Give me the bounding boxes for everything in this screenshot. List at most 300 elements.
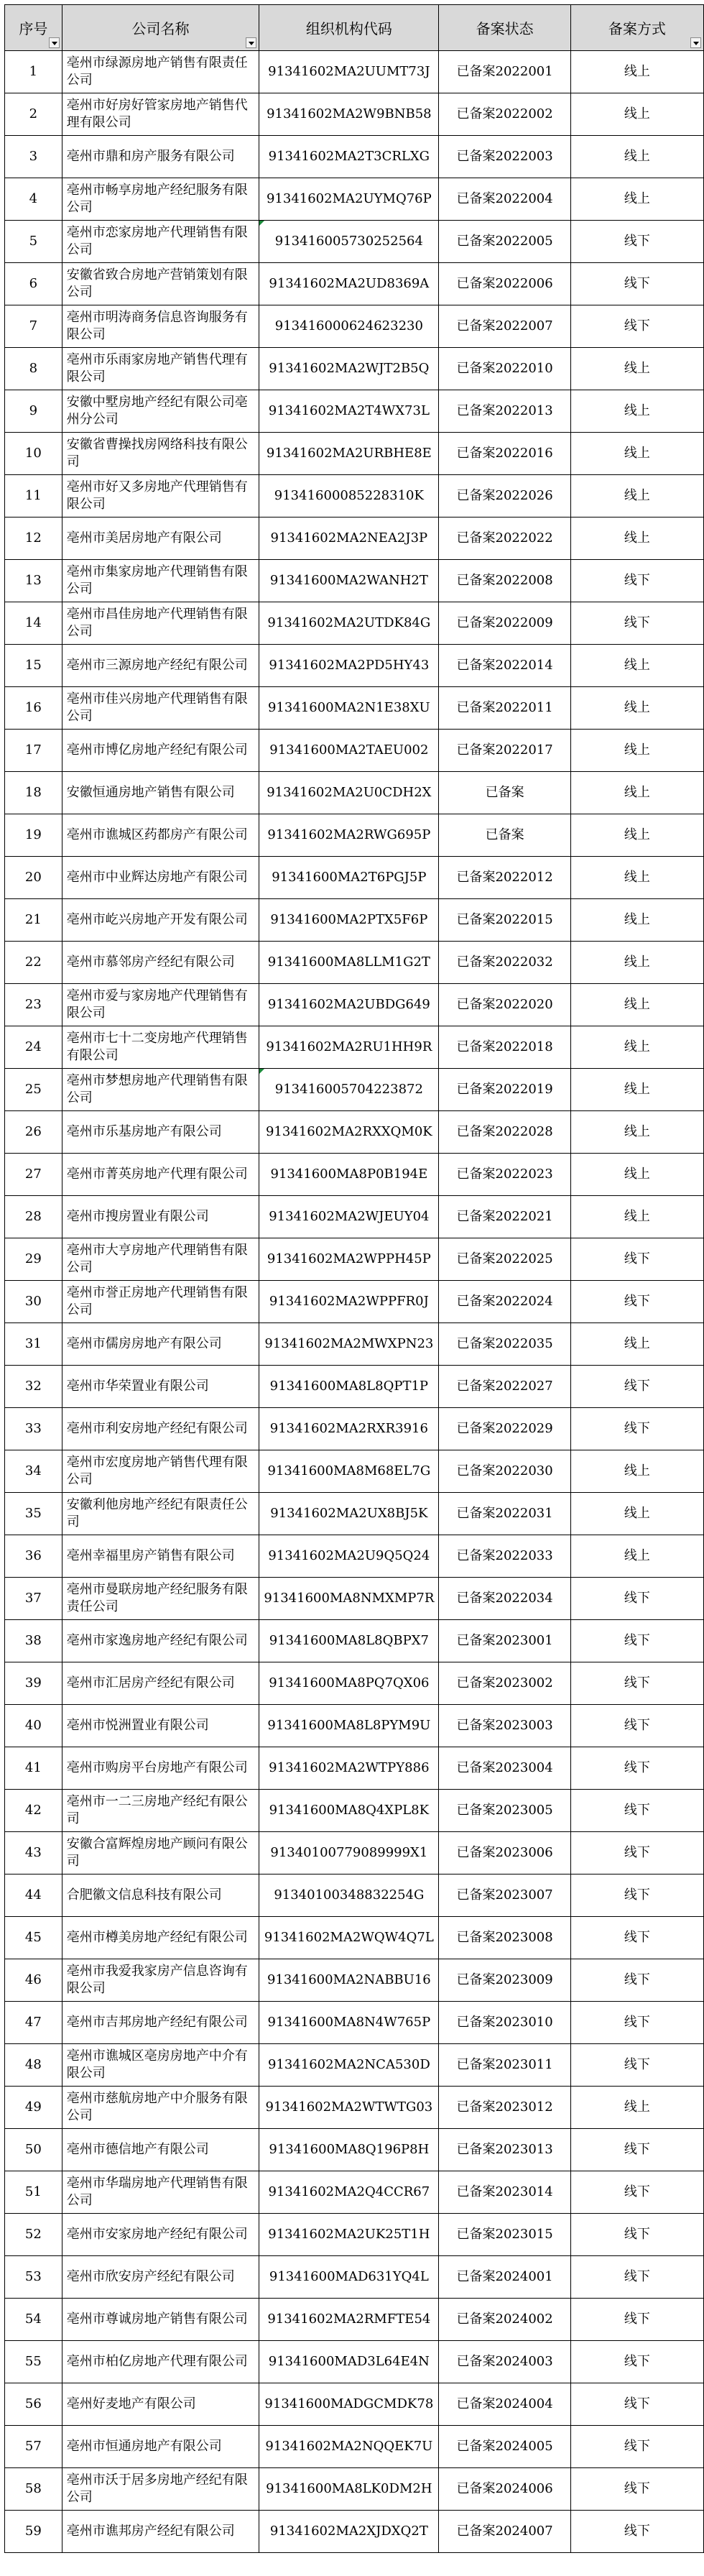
row-org-code-cell[interactable]: 91341602MA2WPPH45P [259, 1238, 439, 1281]
row-method-cell[interactable]: 线下 [570, 2468, 703, 2511]
row-method-cell[interactable]: 线下 [570, 1662, 703, 1705]
row-status-cell[interactable]: 已备案2022010 [439, 348, 570, 390]
row-status-cell[interactable]: 已备案 [439, 772, 570, 814]
row-seq-cell[interactable]: 45 [5, 1917, 62, 1959]
row-seq-cell[interactable]: 48 [5, 2044, 62, 2087]
row-org-code-cell[interactable]: 91341600085228310K [259, 475, 439, 518]
row-method-cell[interactable]: 线下 [570, 1959, 703, 2002]
row-method-cell[interactable]: 线上 [570, 1493, 703, 1535]
row-seq-cell[interactable]: 37 [5, 1578, 62, 1620]
row-org-code-cell[interactable]: 913416000624623230 [259, 305, 439, 348]
row-method-cell[interactable]: 线下 [570, 1832, 703, 1874]
row-company-name-cell[interactable]: 亳州市樽美房地产经纪有限公司 [62, 1917, 259, 1959]
row-seq-cell[interactable]: 31 [5, 1323, 62, 1366]
row-status-cell[interactable]: 已备案2022009 [439, 602, 570, 645]
row-company-name-cell[interactable]: 亳州市德信地产有限公司 [62, 2129, 259, 2171]
row-org-code-cell[interactable]: 91341602MA2UX8BJ5K [259, 1493, 439, 1535]
row-seq-cell[interactable]: 24 [5, 1026, 62, 1069]
row-method-cell[interactable]: 线上 [570, 178, 703, 221]
row-org-code-cell[interactable]: 91341602MA2U0CDH2X [259, 772, 439, 814]
row-status-cell[interactable]: 已备案2022027 [439, 1366, 570, 1408]
row-status-cell[interactable]: 已备案2022020 [439, 984, 570, 1026]
row-org-code-cell[interactable]: 91341602MA2W9BNB58 [259, 93, 439, 136]
row-status-cell[interactable]: 已备案2023001 [439, 1620, 570, 1662]
row-org-code-cell[interactable]: 91341600MADGCMDK78 [259, 2383, 439, 2426]
row-method-cell[interactable]: 线上 [570, 136, 703, 178]
row-org-code-cell[interactable]: 91341602MA2NCA530D [259, 2044, 439, 2087]
row-status-cell[interactable]: 已备案2024001 [439, 2256, 570, 2299]
row-status-cell[interactable]: 已备案2022025 [439, 1238, 570, 1281]
row-company-name-cell[interactable]: 亳州市博亿房地产经纪有限公司 [62, 730, 259, 772]
row-company-name-cell[interactable]: 亳州市乐雨家房地产销售代理有限公司 [62, 348, 259, 390]
row-company-name-cell[interactable]: 亳州市慕邻房产经纪有限公司 [62, 942, 259, 984]
row-org-code-cell[interactable]: 91341602MA2WPPFR0J [259, 1281, 439, 1323]
row-method-cell[interactable]: 线下 [570, 1790, 703, 1832]
row-company-name-cell[interactable]: 亳州市集家房地产代理销售有限公司 [62, 560, 259, 602]
row-method-cell[interactable]: 线下 [570, 2341, 703, 2383]
row-status-cell[interactable]: 已备案2023006 [439, 1832, 570, 1874]
row-status-cell[interactable]: 已备案2022023 [439, 1154, 570, 1196]
row-method-cell[interactable]: 线上 [570, 1154, 703, 1196]
row-org-code-cell[interactable]: 91341600MA2PTX5F6P [259, 899, 439, 942]
row-method-cell[interactable]: 线下 [570, 2299, 703, 2341]
row-seq-cell[interactable]: 11 [5, 475, 62, 518]
row-method-cell[interactable]: 线下 [570, 221, 703, 263]
row-method-cell[interactable]: 线上 [570, 899, 703, 942]
row-org-code-cell[interactable]: 91341600MA8P0B194E [259, 1154, 439, 1196]
row-method-cell[interactable]: 线下 [570, 2044, 703, 2087]
row-org-code-cell[interactable]: 91341602MA2WJT2B5Q [259, 348, 439, 390]
row-method-cell[interactable]: 线下 [570, 560, 703, 602]
row-seq-cell[interactable]: 20 [5, 857, 62, 899]
row-company-name-cell[interactable]: 亳州市曼联房地产经纪服务有限责任公司 [62, 1578, 259, 1620]
row-status-cell[interactable]: 已备案2022007 [439, 305, 570, 348]
row-method-cell[interactable]: 线上 [570, 475, 703, 518]
row-company-name-cell[interactable]: 亳州市儒房房地产有限公司 [62, 1323, 259, 1366]
row-org-code-cell[interactable]: 91341602MA2RU1HH9R [259, 1026, 439, 1069]
row-status-cell[interactable]: 已备案2022033 [439, 1535, 570, 1578]
row-method-cell[interactable]: 线下 [570, 1747, 703, 1790]
row-status-cell[interactable]: 已备案2024006 [439, 2468, 570, 2511]
row-method-cell[interactable]: 线上 [570, 687, 703, 730]
row-status-cell[interactable]: 已备案2022001 [439, 51, 570, 93]
row-status-cell[interactable]: 已备案2023004 [439, 1747, 570, 1790]
row-status-cell[interactable]: 已备案2022017 [439, 730, 570, 772]
row-org-code-cell[interactable]: 91341600MA2WANH2T [259, 560, 439, 602]
row-company-name-cell[interactable]: 亳州市明涛商务信息咨询服务有限公司 [62, 305, 259, 348]
row-status-cell[interactable]: 已备案2022029 [439, 1408, 570, 1450]
row-company-name-cell[interactable]: 亳州市佳兴房地产代理销售有限公司 [62, 687, 259, 730]
row-seq-cell[interactable]: 51 [5, 2171, 62, 2214]
row-method-cell[interactable]: 线下 [570, 1238, 703, 1281]
row-seq-cell[interactable]: 33 [5, 1408, 62, 1450]
filter-dropdown-icon[interactable] [690, 37, 701, 48]
row-org-code-cell[interactable]: 91341602MA2UD8369A [259, 263, 439, 305]
row-seq-cell[interactable]: 5 [5, 221, 62, 263]
row-org-code-cell[interactable]: 91341600MA8Q196P8H [259, 2129, 439, 2171]
row-company-name-cell[interactable]: 亳州市好房好管家房地产销售代理有限公司 [62, 93, 259, 136]
row-status-cell[interactable]: 已备案2022031 [439, 1493, 570, 1535]
row-seq-cell[interactable]: 58 [5, 2468, 62, 2511]
row-seq-cell[interactable]: 9 [5, 390, 62, 433]
row-org-code-cell[interactable]: 91341600MAD3L64E4N [259, 2341, 439, 2383]
row-status-cell[interactable]: 已备案2022004 [439, 178, 570, 221]
row-seq-cell[interactable]: 13 [5, 560, 62, 602]
row-status-cell[interactable]: 已备案2022012 [439, 857, 570, 899]
row-method-cell[interactable]: 线下 [570, 1281, 703, 1323]
row-company-name-cell[interactable]: 亳州市华瑞房地产代理销售有限公司 [62, 2171, 259, 2214]
row-company-name-cell[interactable]: 合肥徽文信息科技有限公司 [62, 1874, 259, 1917]
row-seq-cell[interactable]: 3 [5, 136, 62, 178]
row-seq-cell[interactable]: 14 [5, 602, 62, 645]
row-status-cell[interactable]: 已备案2022021 [439, 1196, 570, 1238]
row-seq-cell[interactable]: 41 [5, 1747, 62, 1790]
row-org-code-cell[interactable]: 91341602MA2URBHE8E [259, 433, 439, 475]
row-seq-cell[interactable]: 34 [5, 1450, 62, 1493]
row-method-cell[interactable]: 线上 [570, 1026, 703, 1069]
row-company-name-cell[interactable]: 亳州市安家房地产经纪有限公司 [62, 2214, 259, 2256]
row-method-cell[interactable]: 线下 [570, 2511, 703, 2553]
row-seq-cell[interactable]: 42 [5, 1790, 62, 1832]
row-seq-cell[interactable]: 52 [5, 2214, 62, 2256]
row-company-name-cell[interactable]: 安徽恒通房地产销售有限公司 [62, 772, 259, 814]
row-seq-cell[interactable]: 59 [5, 2511, 62, 2553]
row-seq-cell[interactable]: 19 [5, 814, 62, 857]
row-company-name-cell[interactable]: 亳州市谯城区亳房房地产中介有限公司 [62, 2044, 259, 2087]
row-org-code-cell[interactable]: 91341600MAD631YQ4L [259, 2256, 439, 2299]
row-seq-cell[interactable]: 4 [5, 178, 62, 221]
row-org-code-cell[interactable]: 91341602MA2Q4CCR67 [259, 2171, 439, 2214]
row-org-code-cell[interactable]: 91341602MA2WQW4Q7L [259, 1917, 439, 1959]
row-seq-cell[interactable]: 17 [5, 730, 62, 772]
row-org-code-cell[interactable]: 91341602MA2RWG695P [259, 814, 439, 857]
row-status-cell[interactable]: 已备案2022024 [439, 1281, 570, 1323]
row-company-name-cell[interactable]: 亳州好麦地产有限公司 [62, 2383, 259, 2426]
row-seq-cell[interactable]: 49 [5, 2087, 62, 2129]
row-company-name-cell[interactable]: 亳州市利安房地产经纪有限公司 [62, 1408, 259, 1450]
row-status-cell[interactable]: 已备案2022028 [439, 1111, 570, 1154]
row-seq-cell[interactable]: 8 [5, 348, 62, 390]
row-company-name-cell[interactable]: 亳州市宏度房地产销售代理有限公司 [62, 1450, 259, 1493]
row-company-name-cell[interactable]: 安徽利他房地产经纪有限责任公司 [62, 1493, 259, 1535]
row-seq-cell[interactable]: 32 [5, 1366, 62, 1408]
row-company-name-cell[interactable]: 亳州市畅享房地产经纪服务有限公司 [62, 178, 259, 221]
row-method-cell[interactable]: 线下 [570, 2171, 703, 2214]
row-method-cell[interactable]: 线下 [570, 2256, 703, 2299]
row-method-cell[interactable]: 线上 [570, 348, 703, 390]
row-company-name-cell[interactable]: 安徽合富辉煌房地产顾问有限公司 [62, 1832, 259, 1874]
row-company-name-cell[interactable]: 亳州市欣安房产经纪有限公司 [62, 2256, 259, 2299]
row-status-cell[interactable]: 已备案2023011 [439, 2044, 570, 2087]
row-seq-cell[interactable]: 30 [5, 1281, 62, 1323]
row-company-name-cell[interactable]: 亳州市梦想房地产代理销售有限公司 [62, 1069, 259, 1111]
row-seq-cell[interactable]: 53 [5, 2256, 62, 2299]
row-seq-cell[interactable]: 18 [5, 772, 62, 814]
row-company-name-cell[interactable]: 亳州市恋家房地产代理销售有限公司 [62, 221, 259, 263]
row-status-cell[interactable]: 已备案2024007 [439, 2511, 570, 2553]
row-seq-cell[interactable]: 22 [5, 942, 62, 984]
row-method-cell[interactable]: 线上 [570, 518, 703, 560]
row-seq-cell[interactable]: 29 [5, 1238, 62, 1281]
row-method-cell[interactable]: 线下 [570, 2214, 703, 2256]
row-org-code-cell[interactable]: 91341600MA2TAEU002 [259, 730, 439, 772]
row-status-cell[interactable]: 已备案2022035 [439, 1323, 570, 1366]
row-org-code-cell[interactable]: 91341600MA8NMXMP7R [259, 1578, 439, 1620]
row-status-cell[interactable]: 已备案2022015 [439, 899, 570, 942]
row-seq-cell[interactable]: 35 [5, 1493, 62, 1535]
row-method-cell[interactable]: 线上 [570, 1111, 703, 1154]
row-seq-cell[interactable]: 36 [5, 1535, 62, 1578]
row-seq-cell[interactable]: 50 [5, 2129, 62, 2171]
row-seq-cell[interactable]: 25 [5, 1069, 62, 1111]
row-org-code-cell[interactable]: 91341602MA2U9Q5Q24 [259, 1535, 439, 1578]
row-company-name-cell[interactable]: 亳州市沃于居多房地产经纪有限公司 [62, 2468, 259, 2511]
filter-dropdown-icon[interactable] [49, 37, 60, 48]
row-method-cell[interactable]: 线下 [570, 263, 703, 305]
row-status-cell[interactable]: 已备案2022005 [439, 221, 570, 263]
row-org-code-cell[interactable]: 91341602MA2NQQEK7U [259, 2426, 439, 2468]
row-company-name-cell[interactable]: 亳州市谯邦房产经纪有限公司 [62, 2511, 259, 2553]
row-company-name-cell[interactable]: 安徽中墅房地产经纪有限公司亳州分公司 [62, 390, 259, 433]
row-status-cell[interactable]: 已备案2022003 [439, 136, 570, 178]
row-seq-cell[interactable]: 6 [5, 263, 62, 305]
row-company-name-cell[interactable]: 亳州市我爱我家房产信息咨询有限公司 [62, 1959, 259, 2002]
row-company-name-cell[interactable]: 亳州市屹兴房地产开发有限公司 [62, 899, 259, 942]
row-status-cell[interactable]: 已备案2022018 [439, 1026, 570, 1069]
row-seq-cell[interactable]: 56 [5, 2383, 62, 2426]
row-method-cell[interactable]: 线下 [570, 1917, 703, 1959]
row-company-name-cell[interactable]: 亳州市三源房地产经纪有限公司 [62, 645, 259, 687]
row-method-cell[interactable]: 线下 [570, 1874, 703, 1917]
row-company-name-cell[interactable]: 亳州市中业辉达房地产有限公司 [62, 857, 259, 899]
row-method-cell[interactable]: 线上 [570, 1069, 703, 1111]
row-company-name-cell[interactable]: 亳州市家逸房地产经纪有限公司 [62, 1620, 259, 1662]
row-company-name-cell[interactable]: 亳州市柏亿房地产代理有限公司 [62, 2341, 259, 2383]
row-seq-cell[interactable]: 28 [5, 1196, 62, 1238]
row-org-code-cell[interactable]: 91341602MA2NEA2J3P [259, 518, 439, 560]
row-status-cell[interactable]: 已备案2023009 [439, 1959, 570, 2002]
row-seq-cell[interactable]: 26 [5, 1111, 62, 1154]
row-org-code-cell[interactable]: 91341600MA8L8QBPX7 [259, 1620, 439, 1662]
row-org-code-cell[interactable]: 91341600MA8LK0DM2H [259, 2468, 439, 2511]
row-method-cell[interactable]: 线下 [570, 2002, 703, 2044]
row-status-cell[interactable]: 已备案2022016 [439, 433, 570, 475]
row-org-code-cell[interactable]: 91341600MA8PQ7QX06 [259, 1662, 439, 1705]
row-org-code-cell[interactable]: 91341600MA8LLM1G2T [259, 942, 439, 984]
row-method-cell[interactable]: 线上 [570, 772, 703, 814]
row-status-cell[interactable]: 已备案2022002 [439, 93, 570, 136]
row-org-code-cell[interactable]: 91341602MA2XJDXQ2T [259, 2511, 439, 2553]
row-org-code-cell[interactable]: 91341602MA2WTWTG03 [259, 2087, 439, 2129]
row-method-cell[interactable]: 线下 [570, 1705, 703, 1747]
row-company-name-cell[interactable]: 亳州市搜房置业有限公司 [62, 1196, 259, 1238]
row-method-cell[interactable]: 线上 [570, 51, 703, 93]
row-company-name-cell[interactable]: 亳州市汇居房产经纪有限公司 [62, 1662, 259, 1705]
row-org-code-cell[interactable]: 91341602MA2UBDG649 [259, 984, 439, 1026]
row-org-code-cell[interactable]: 91340100779089999X1 [259, 1832, 439, 1874]
row-seq-cell[interactable]: 55 [5, 2341, 62, 2383]
row-method-cell[interactable]: 线上 [570, 814, 703, 857]
row-org-code-cell[interactable]: 91341600MA8L8PYM9U [259, 1705, 439, 1747]
row-seq-cell[interactable]: 7 [5, 305, 62, 348]
row-status-cell[interactable]: 已备案2022008 [439, 560, 570, 602]
row-seq-cell[interactable]: 23 [5, 984, 62, 1026]
row-org-code-cell[interactable]: 91341602MA2WTPY886 [259, 1747, 439, 1790]
row-seq-cell[interactable]: 54 [5, 2299, 62, 2341]
row-status-cell[interactable]: 已备案2023013 [439, 2129, 570, 2171]
row-method-cell[interactable]: 线上 [570, 433, 703, 475]
row-org-code-cell[interactable]: 91341602MA2UYMQ76P [259, 178, 439, 221]
row-status-cell[interactable]: 已备案2022014 [439, 645, 570, 687]
row-seq-cell[interactable]: 21 [5, 899, 62, 942]
row-org-code-cell[interactable]: 91341602MA2WJEUY04 [259, 1196, 439, 1238]
row-company-name-cell[interactable]: 亳州市美居房地产有限公司 [62, 518, 259, 560]
row-status-cell[interactable]: 已备案2022006 [439, 263, 570, 305]
row-company-name-cell[interactable]: 亳州市爱与家房地产代理销售有限公司 [62, 984, 259, 1026]
row-seq-cell[interactable]: 38 [5, 1620, 62, 1662]
row-org-code-cell[interactable]: 91341602MA2T4WX73L [259, 390, 439, 433]
row-method-cell[interactable]: 线上 [570, 2087, 703, 2129]
row-method-cell[interactable]: 线上 [570, 1535, 703, 1578]
row-method-cell[interactable]: 线上 [570, 942, 703, 984]
row-status-cell[interactable]: 已备案 [439, 814, 570, 857]
row-status-cell[interactable]: 已备案2023012 [439, 2087, 570, 2129]
row-status-cell[interactable]: 已备案2024005 [439, 2426, 570, 2468]
row-company-name-cell[interactable]: 亳州市吉邦房地产经纪有限公司 [62, 2002, 259, 2044]
row-status-cell[interactable]: 已备案2022013 [439, 390, 570, 433]
row-org-code-cell[interactable]: 91341600MA8L8QPT1P [259, 1366, 439, 1408]
row-company-name-cell[interactable]: 亳州市乐基房地产有限公司 [62, 1111, 259, 1154]
row-seq-cell[interactable]: 47 [5, 2002, 62, 2044]
row-method-cell[interactable]: 线下 [570, 2383, 703, 2426]
row-status-cell[interactable]: 已备案2022022 [439, 518, 570, 560]
row-status-cell[interactable]: 已备案2023002 [439, 1662, 570, 1705]
row-seq-cell[interactable]: 27 [5, 1154, 62, 1196]
row-org-code-cell[interactable]: 91341602MA2PD5HY43 [259, 645, 439, 687]
row-org-code-cell[interactable]: 91341602MA2MWXPN23 [259, 1323, 439, 1366]
row-method-cell[interactable]: 线上 [570, 390, 703, 433]
row-status-cell[interactable]: 已备案2023003 [439, 1705, 570, 1747]
row-status-cell[interactable]: 已备案2022011 [439, 687, 570, 730]
row-company-name-cell[interactable]: 亳州市慈航房地产中介服务有限公司 [62, 2087, 259, 2129]
row-org-code-cell[interactable]: 91341602MA2UUMT73J [259, 51, 439, 93]
row-company-name-cell[interactable]: 亳州市誉正房地产代理销售有限公司 [62, 1281, 259, 1323]
row-company-name-cell[interactable]: 安徽省曹操找房网络科技有限公司 [62, 433, 259, 475]
row-method-cell[interactable]: 线下 [570, 1408, 703, 1450]
row-company-name-cell[interactable]: 亳州市鼎和房产服务有限公司 [62, 136, 259, 178]
row-org-code-cell[interactable]: 91341600MA2NABBU16 [259, 1959, 439, 2002]
row-org-code-cell[interactable]: 91341600MA8N4W765P [259, 2002, 439, 2044]
row-method-cell[interactable]: 线上 [570, 857, 703, 899]
row-org-code-cell[interactable]: 91341602MA2RXXQM0K [259, 1111, 439, 1154]
row-status-cell[interactable]: 已备案2024003 [439, 2341, 570, 2383]
row-org-code-cell[interactable]: 91341602MA2RMFTE54 [259, 2299, 439, 2341]
row-seq-cell[interactable]: 2 [5, 93, 62, 136]
row-company-name-cell[interactable]: 亳州市恒通房地产有限公司 [62, 2426, 259, 2468]
row-status-cell[interactable]: 已备案2023008 [439, 1917, 570, 1959]
row-status-cell[interactable]: 已备案2022030 [439, 1450, 570, 1493]
row-method-cell[interactable]: 线上 [570, 984, 703, 1026]
row-method-cell[interactable]: 线下 [570, 1578, 703, 1620]
table-row [5, 857, 704, 899]
row-org-code-cell[interactable]: 91341600MA2T6PGJ5P [259, 857, 439, 899]
row-org-code-cell[interactable]: 91341600MA8M68EL7G [259, 1450, 439, 1493]
row-seq-cell[interactable]: 10 [5, 433, 62, 475]
row-seq-cell[interactable]: 57 [5, 2426, 62, 2468]
row-company-name-cell[interactable]: 安徽省致合房地产营销策划有限公司 [62, 263, 259, 305]
row-company-name-cell[interactable]: 亳州市绿源房地产销售有限责任公司 [62, 51, 259, 93]
row-seq-cell[interactable]: 12 [5, 518, 62, 560]
row-company-name-cell[interactable]: 亳州市大亨房地产代理销售有限公司 [62, 1238, 259, 1281]
row-company-name-cell[interactable]: 亳州市购房平台房地产有限公司 [62, 1747, 259, 1790]
row-method-cell[interactable]: 线下 [570, 602, 703, 645]
row-company-name-cell[interactable]: 亳州幸福里房产销售有限公司 [62, 1535, 259, 1578]
row-org-code-cell[interactable]: 91341600MA8Q4XPL8K [259, 1790, 439, 1832]
row-seq-cell[interactable]: 44 [5, 1874, 62, 1917]
row-company-name-cell[interactable]: 亳州市一二三房地产经纪有限公司 [62, 1790, 259, 1832]
row-method-cell[interactable]: 线上 [570, 1450, 703, 1493]
row-status-cell[interactable]: 已备案2024002 [439, 2299, 570, 2341]
row-status-cell[interactable]: 已备案2022019 [439, 1069, 570, 1111]
row-status-cell[interactable]: 已备案2024004 [439, 2383, 570, 2426]
row-org-code-cell[interactable]: 91341602MA2T3CRLXG [259, 136, 439, 178]
row-org-code-cell[interactable]: 91341602MA2UK25T1H [259, 2214, 439, 2256]
row-status-cell[interactable]: 已备案2023014 [439, 2171, 570, 2214]
row-status-cell[interactable]: 已备案2023015 [439, 2214, 570, 2256]
row-method-cell[interactable]: 线上 [570, 1323, 703, 1366]
row-company-name-cell[interactable]: 亳州市菁英房地产代理有限公司 [62, 1154, 259, 1196]
row-company-name-cell[interactable]: 亳州市七十二变房地产代理销售有限公司 [62, 1026, 259, 1069]
row-seq-cell[interactable]: 39 [5, 1662, 62, 1705]
row-company-name-cell[interactable]: 亳州市好又多房地产代理销售有限公司 [62, 475, 259, 518]
row-method-cell[interactable]: 线下 [570, 305, 703, 348]
row-org-code-cell[interactable]: 91341602MA2RXR3916 [259, 1408, 439, 1450]
row-seq-cell[interactable]: 43 [5, 1832, 62, 1874]
row-method-cell[interactable]: 线上 [570, 730, 703, 772]
row-method-cell[interactable]: 线下 [570, 2426, 703, 2468]
row-method-cell[interactable]: 线上 [570, 645, 703, 687]
row-status-cell[interactable]: 已备案2023007 [439, 1874, 570, 1917]
row-company-name-cell[interactable]: 亳州市昌佳房地产代理销售有限公司 [62, 602, 259, 645]
row-method-cell[interactable]: 线上 [570, 93, 703, 136]
row-company-name-cell[interactable]: 亳州市华荣置业有限公司 [62, 1366, 259, 1408]
row-org-code-cell[interactable]: 91341602MA2UTDK84G [259, 602, 439, 645]
row-status-cell[interactable]: 已备案2022026 [439, 475, 570, 518]
row-method-cell[interactable]: 线上 [570, 1196, 703, 1238]
row-org-code-cell[interactable]: 91341600MA2N1E38XU [259, 687, 439, 730]
row-seq-cell[interactable]: 40 [5, 1705, 62, 1747]
row-method-cell[interactable]: 线下 [570, 2129, 703, 2171]
row-status-cell[interactable]: 已备案2022032 [439, 942, 570, 984]
row-status-cell[interactable]: 已备案2022034 [439, 1578, 570, 1620]
row-company-name-cell[interactable]: 亳州市谯城区药都房产有限公司 [62, 814, 259, 857]
row-company-name-cell[interactable]: 亳州市尊诚房地产销售有限公司 [62, 2299, 259, 2341]
row-method-cell[interactable]: 线下 [570, 1366, 703, 1408]
row-status-cell[interactable]: 已备案2023010 [439, 2002, 570, 2044]
row-seq-cell[interactable]: 16 [5, 687, 62, 730]
row-seq-cell[interactable]: 15 [5, 645, 62, 687]
row-seq-cell[interactable]: 1 [5, 51, 62, 93]
row-org-code-cell[interactable]: 91340100348832254G [259, 1874, 439, 1917]
row-seq-cell[interactable]: 46 [5, 1959, 62, 2002]
row-org-code-cell[interactable]: 913416005704223872 [259, 1069, 439, 1111]
table-row [5, 1535, 704, 1578]
row-org-code-cell[interactable]: 91341600573025256​4 [259, 221, 439, 263]
row-company-name-cell[interactable]: 亳州市悦洲置业有限公司 [62, 1705, 259, 1747]
row-method-cell[interactable]: 线下 [570, 1620, 703, 1662]
row-status-cell[interactable]: 已备案2023005 [439, 1790, 570, 1832]
filter-dropdown-icon[interactable] [246, 37, 256, 48]
